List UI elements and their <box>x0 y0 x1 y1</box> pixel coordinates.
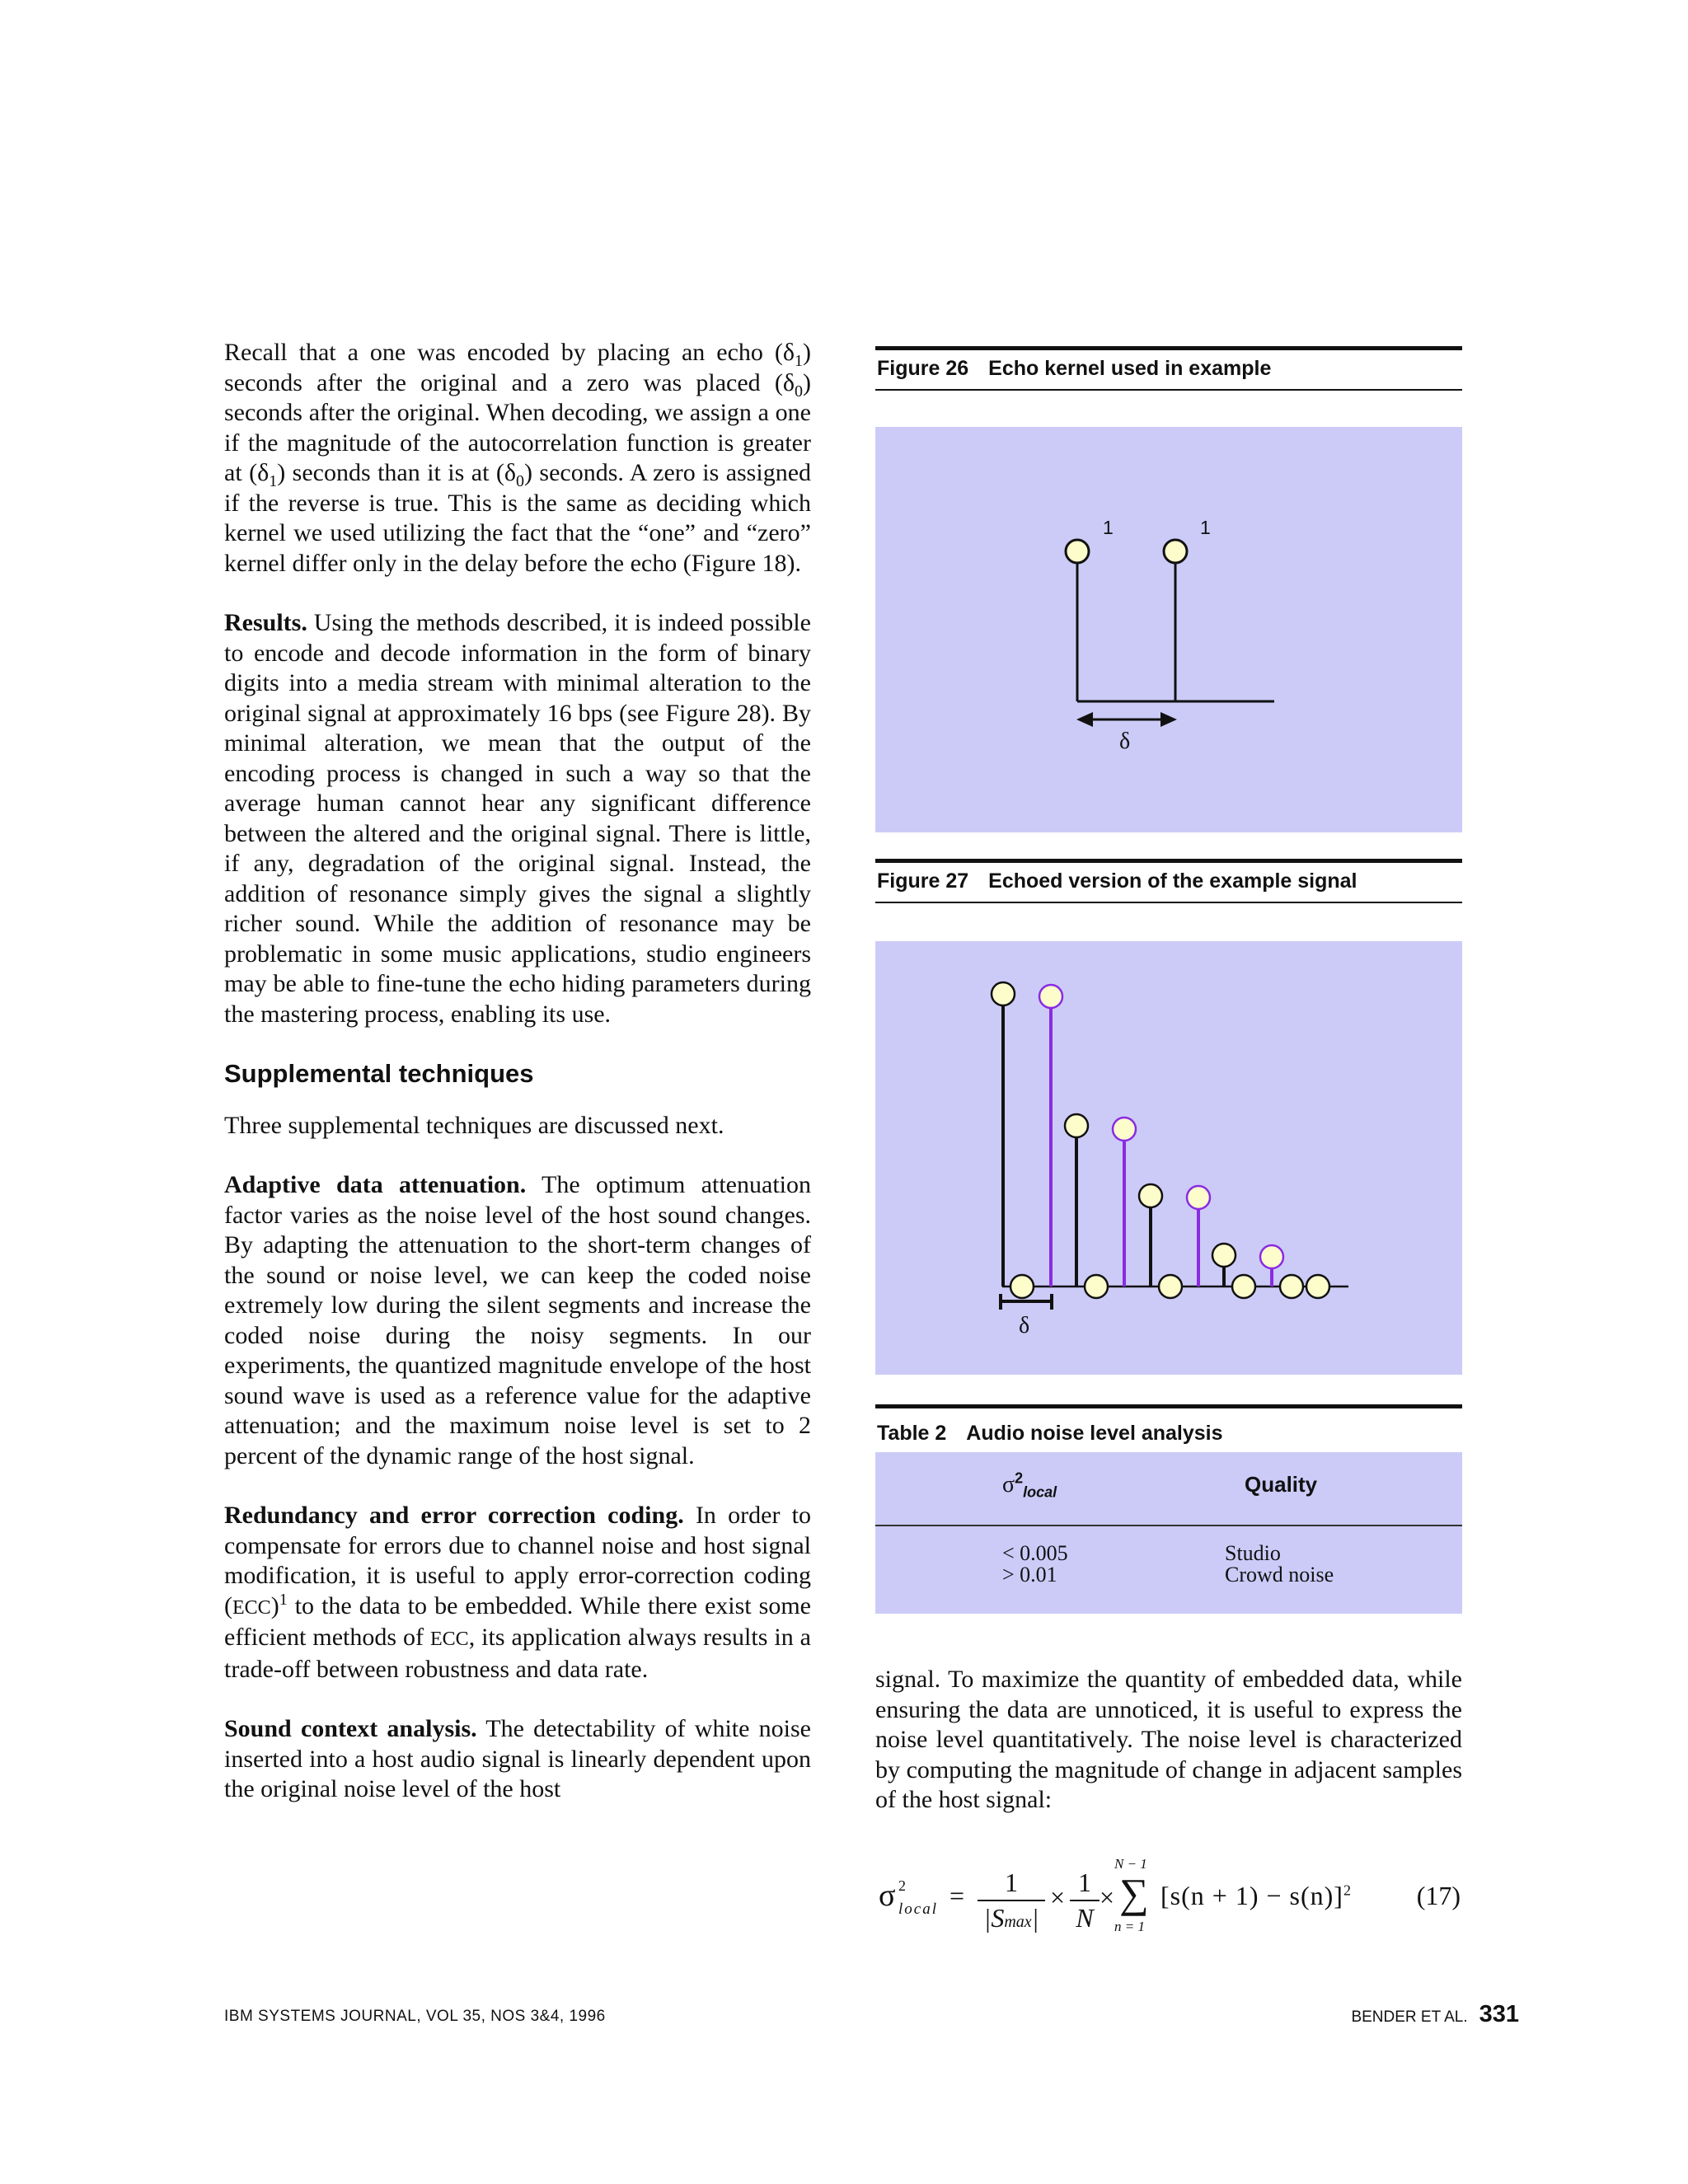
header-quality: Quality <box>1245 1472 1318 1497</box>
adaptive-lead: Adaptive data attenuation. <box>224 1171 527 1198</box>
kernel-point-1 <box>1066 540 1089 563</box>
echo-point-3 <box>1187 1186 1210 1209</box>
section-heading: Supplemental techniques <box>224 1059 534 1088</box>
zero-point-2 <box>1085 1275 1108 1298</box>
paragraph-recall: Recall that a one was encoded by placing an echo $(\delta_1)$ seconds after the original and a zero was placed $(\delta_0)$ seconds after the original. When decoding, we assign a one if the magnitude of the autocorrelation function is greater at $(\delta_1)$ seconds than it is at $(\delta_0)$ seconds. A zero is assigned if the reverse is true. This is the same as deciding which kernel we used utilizing the fact that the “one” and “zero” kernel differ only in the delay before the echo (Figure 18). <box>224 339 812 577</box>
zero-point-5 <box>1280 1275 1303 1298</box>
delta-label: δ <box>1019 1313 1030 1338</box>
table-header <box>875 1452 1462 1526</box>
table-2 <box>875 1452 1462 1614</box>
table-2-caption: Table 2 Audio noise level analysis <box>875 1404 1462 1451</box>
zero-point-6 <box>1306 1275 1329 1298</box>
original-point-2 <box>1065 1114 1088 1137</box>
figure-26-caption: Figure 26 Echo kernel used in example <box>875 346 1462 391</box>
figure-26-panel <box>875 427 1462 832</box>
table-cell: > 0.01 <box>1002 1563 1057 1586</box>
paragraph-adaptive: Adaptive data attenuation. The optimum attenuation factor varies as the noise level of the host sound changes. By adapting the attenuation to the short-term changes of the sound or noise level, we can keep the coded noise extremely low during the silent segments and increase the coded noise during the noisy segments. In our experiments, the quantized magnitude envelope of the host sound wave is used as a reference value for the adaptive attenuation; and the maximum noise level is set to 2 percent of the dynamic range of the host signal. <box>224 1171 811 1469</box>
original-point-4 <box>1212 1244 1236 1267</box>
echo-point-2 <box>1113 1118 1136 1141</box>
fraction-n: $\frac{1}{N}$ <box>1070 1868 1100 1933</box>
echo-point-4 <box>1260 1245 1283 1268</box>
zero-point-3 <box>1159 1275 1182 1298</box>
page-number: 331 <box>1479 2001 1519 2027</box>
left-column <box>224 338 811 1835</box>
kernel-label-2: 1 <box>1200 517 1211 538</box>
equation-17: σ 2 local = 1 |Smax| × $\frac{1}{N}$ × N − 1 ∑ n = 1 $[s(n + 1) - s(n)]^2$ (17) <box>879 1856 1461 1934</box>
paragraph-signal: signal. To maximize the quantity of embedded data, while ensuring the data are unnoticed, it is useful to express the noise level quantitatively. The noise level is characterized by computing the magnitude of change in adjacent samples of the host signal: <box>875 1666 1462 1813</box>
zero-point-1 <box>1010 1275 1034 1298</box>
redundancy-lead: Redundancy and error correction coding. <box>224 1502 684 1529</box>
echo-point-1 <box>1039 985 1062 1008</box>
delta-arrowhead-left <box>1076 712 1093 727</box>
figure-27-panel <box>875 941 1462 1375</box>
table-cell: Crowd noise <box>1225 1563 1334 1586</box>
delta-arrowhead-right <box>1160 712 1177 727</box>
kernel-label-1: 1 <box>1103 517 1114 538</box>
footer-author-page: BENDER ET AL. 331 <box>1351 2001 1519 2027</box>
results-lead: Results. <box>224 609 307 636</box>
kernel-point-2 <box>1164 540 1187 563</box>
echoed-signal-diagram <box>875 941 1462 1375</box>
echo-kernel-diagram <box>875 427 1462 832</box>
table-cell: < 0.005 <box>1002 1541 1068 1565</box>
header-sigma-local: $\sigma^2_{local}$ <box>1002 1469 1057 1501</box>
fraction-smax: 1 |Smax| <box>978 1868 1045 1933</box>
delta-label: δ <box>1119 729 1131 754</box>
paragraph-redundancy: Redundancy and error correction coding. In order to compensate for errors due to channel noise and host signal modification, it is useful to apply error-correction coding (ECC)$^1$ to the data to be embedded. While there exist some efficient methods of ECC, its application always results in a trade-off between robustness and data rate. <box>224 1502 811 1683</box>
paragraph-results: Results. Using the methods described, it is indeed possible to encode and decode information in the form of binary digits into a media stream with minimal alteration to the original signal at approximately 16 bps (see Figure 28). By minimal alteration, we mean that the output of the encoding process is changed in such a way so that the average human cannot hear any significant difference between the altered and the original signal. There is little, if any, degradation of the original signal. Instead, the addition of resonance simply gives the signal a slightly richer sound. While the addition of resonance may be problematic in some music applications, studio engineers may be able to fine-tune the echo hiding parameters during the mastering process, enabling its use. <box>224 609 811 1028</box>
original-point-3 <box>1139 1184 1162 1207</box>
original-point-1 <box>992 982 1015 1005</box>
footer-journal: IBM SYSTEMS JOURNAL, VOL 35, NOS 3&4, 1996 <box>224 2008 606 2025</box>
table-cell: Studio <box>1225 1541 1281 1565</box>
figure-27-caption: Figure 27 Echoed version of the example signal <box>875 859 1462 903</box>
zero-point-4 <box>1232 1275 1255 1298</box>
sound-lead: Sound context analysis. <box>224 1715 477 1742</box>
paragraph-intro: Three supplemental techniques are discussed next. <box>224 1111 724 1139</box>
paragraph-sound: Sound context analysis. The detectability of white noise inserted into a host audio signal is linearly dependent upon the original noise level of the host <box>224 1715 811 1802</box>
